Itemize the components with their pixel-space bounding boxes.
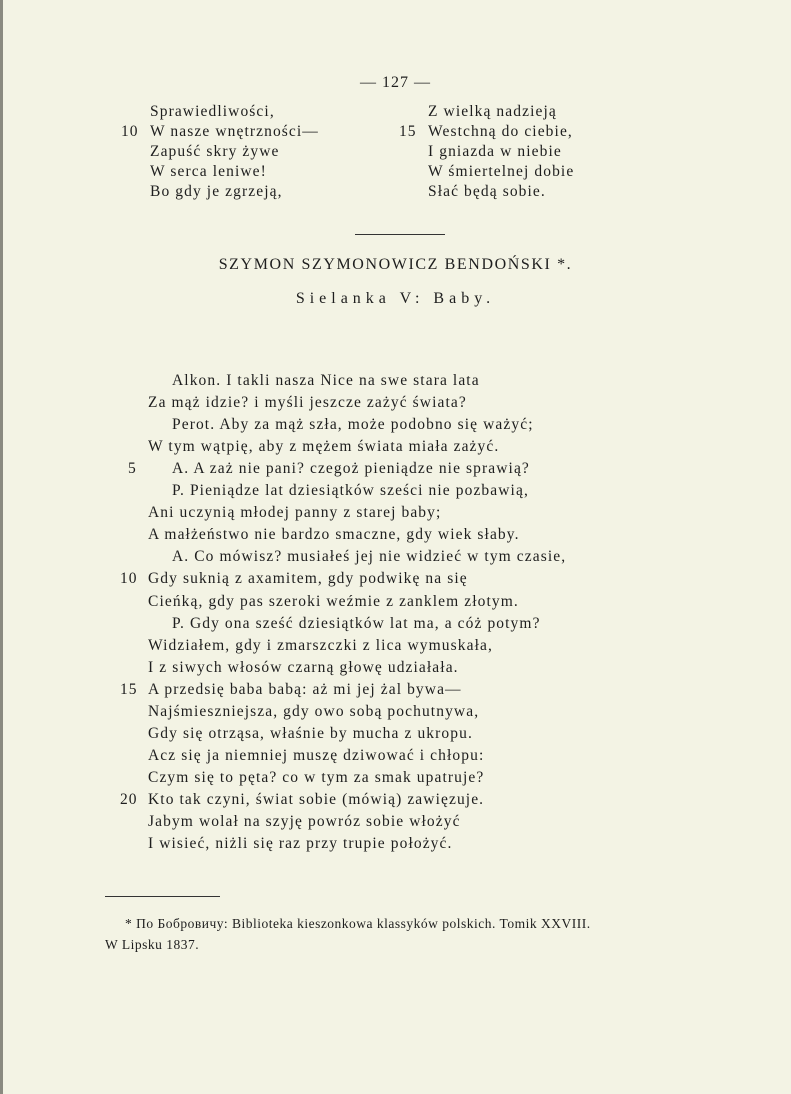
verse-line: Acz się ja niemniej muszę dziwować i chłopu: [148,746,485,764]
verse-line: A przedsię baba babą: aż mi jej żal bywa— [148,680,462,698]
line-number: 5 [128,460,137,478]
verse-line: Ani uczynią młodej panny z starej baby; [148,504,442,522]
verse-line: W serca leniwe! [150,163,267,180]
poem-subtitle: Sielanka V: Baby. [295,290,496,307]
verse-line: A. A zaż nie pani? czegoż pieniądze nie sprawią? [172,460,530,478]
line-number: 15 [399,123,417,140]
verse-line: A małżeństwo nie bardzo smaczne, gdy wiek słaby. [148,526,520,544]
verse-line: Słać będą sobie. [428,183,546,200]
verse-line: W nasze wnętrzności— [150,123,319,140]
footnote-line: * По Бобровичу: Biblioteka kieszonkowa klassyków polskich. Tomik XXVIII. [125,916,591,931]
verse-line: Najśmieszniejsza, gdy owo sobą pochutnywa, [148,702,480,720]
scan-edge [0,0,3,1094]
line-number: 10 [120,570,138,588]
verse-line: Kto tak czyni, świat sobie (mówią) zawięzuje. [148,790,485,808]
verse-line: W śmiertelnej dobie [428,163,575,180]
line-number: 15 [120,680,138,698]
verse-line: P. Pieniądze lat dziesiątków sześci nie pozbawią, [172,482,529,500]
verse-line: Alkon. I takli nasza Nice na swe stara lata [172,372,480,389]
verse-line: Gdy się otrząsa, właśnie by mucha z ukropu. [148,724,473,742]
line-number: 10 [121,123,139,140]
verse-line: Widziałem, gdy i zmarszczki z lica wymuskała, [148,636,493,654]
divider [355,234,445,235]
verse-line: Sprawiedliwości, [150,103,275,120]
verse-line: Westchną do ciebie, [428,123,573,140]
poem-title: SZYMON SZYMONOWICZ BENDOŃSKI *. [218,256,573,273]
verse-line: P. Gdy ona sześć dziesiątków lat ma, a cóż potym? [172,614,541,632]
page-number: — 127 — [360,74,431,91]
verse-line: Jabym wolał na szyję powróz sobie włożyć [148,813,461,830]
verse-line: Czym się to pęta? co w tym za smak upatruje? [148,768,485,786]
line-number: 20 [120,790,138,808]
verse-line: I z siwych włosów czarną głowę udziałała. [148,658,459,676]
verse-line: Bo gdy je zgrzeją, [150,183,283,200]
verse-line: Z wielką nadzieją [428,103,557,120]
verse-line: Cieńką, gdy pas szeroki weźmie z zanklem złotym. [148,592,519,610]
verse-line: Za mąż idzie? i myśli jeszcze zażyć świata? [148,394,467,412]
verse-line: I gniazda w niebie [428,143,562,160]
verse-line: A. Co mówisz? musiałeś jej nie widzieć w tym czasie, [172,548,567,566]
footnote-divider [105,896,220,897]
verse-line: Gdy suknią z axamitem, gdy podwikę na się [148,570,468,588]
verse-line: W tym wątpię, aby z mężem świata miała zażyć. [148,438,500,456]
verse-line: Zapuść skry żywe [150,143,280,160]
footnote-line: W Lipsku 1837. [105,937,200,952]
verse-line: Perot. Aby za mąż szła, może podobno się ważyć; [172,416,534,434]
verse-line: I wisieć, niżli się raz przy trupie położyć. [148,835,453,853]
